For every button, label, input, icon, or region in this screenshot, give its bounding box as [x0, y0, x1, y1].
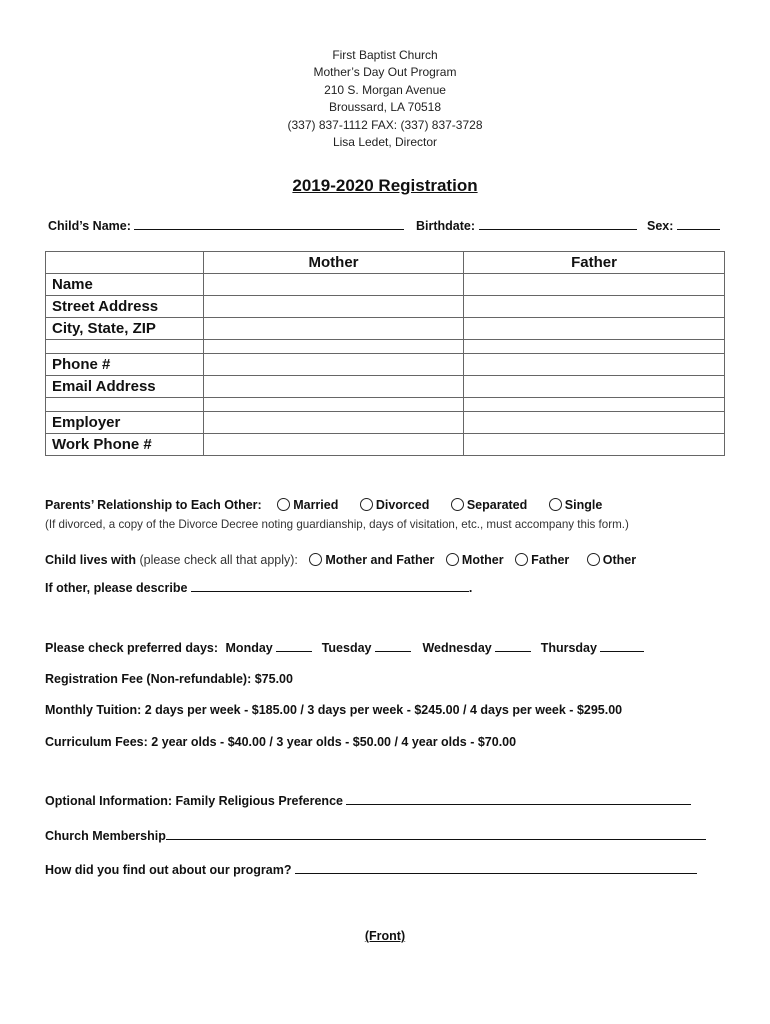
- page-side-label: (Front): [364, 929, 406, 943]
- radio-circle-icon[interactable]: [515, 553, 528, 566]
- spacer-cell: [46, 398, 204, 412]
- option-single-label: Single: [564, 498, 603, 512]
- lives-with-label: Child lives with: [45, 553, 136, 567]
- day-thursday-label: Thursday: [540, 641, 597, 655]
- church-membership-field[interactable]: [166, 828, 706, 840]
- spacer-cell: [204, 340, 464, 354]
- option-married[interactable]: [277, 498, 338, 512]
- program-name: Mother’s Day Out Program: [313, 65, 457, 80]
- mother-column-header: Mother: [204, 252, 464, 274]
- parent-info-table: [45, 251, 725, 456]
- sex-row: [647, 218, 720, 233]
- find-out-field[interactable]: [295, 862, 697, 874]
- option-father-label: Father: [531, 553, 570, 567]
- option-separated-label: Separated: [466, 498, 528, 512]
- spacer-cell: [46, 340, 204, 354]
- director-name: Lisa Ledet, Director: [332, 135, 438, 150]
- spacer-cell: [204, 398, 464, 412]
- spacer-cell: [464, 340, 725, 354]
- mother-city-cell[interactable]: [204, 318, 464, 340]
- religious-preference-row: [45, 793, 691, 808]
- church-name: First Baptist Church: [332, 48, 438, 62]
- preferred-days-label: Please check preferred days:: [45, 641, 219, 655]
- radio-circle-icon[interactable]: [277, 498, 290, 511]
- religious-preference-field[interactable]: [346, 793, 691, 805]
- preferred-days-row: [45, 640, 644, 655]
- birthdate-row: [416, 218, 637, 233]
- child-name-field[interactable]: [134, 218, 404, 230]
- row-label-name: Name: [46, 274, 204, 296]
- row-label-employer: Employer: [46, 412, 204, 434]
- other-describe-row: [45, 580, 472, 595]
- radio-circle-icon[interactable]: [446, 553, 459, 566]
- radio-circle-icon[interactable]: [587, 553, 600, 566]
- option-other[interactable]: [587, 553, 636, 567]
- father-street-cell[interactable]: [464, 296, 725, 318]
- radio-circle-icon[interactable]: [451, 498, 464, 511]
- sex-label: Sex:: [647, 219, 674, 233]
- option-single[interactable]: [549, 498, 603, 512]
- find-out-label: How did you find out about our program?: [45, 863, 292, 877]
- father-work-phone-cell[interactable]: [464, 434, 725, 456]
- phone-fax: (337) 837-1112 FAX: (337) 837-3728: [287, 117, 483, 132]
- other-describe-label: If other, please describe: [45, 581, 188, 595]
- row-label-work-phone: Work Phone #: [46, 434, 204, 456]
- row-label-phone: Phone #: [46, 354, 204, 376]
- mother-street-cell[interactable]: [204, 296, 464, 318]
- mother-phone-cell[interactable]: [204, 354, 464, 376]
- registration-fee: Registration Fee (Non-refundable): $75.00: [45, 672, 293, 686]
- day-tuesday-label: Tuesday: [321, 641, 372, 655]
- mother-email-cell[interactable]: [204, 376, 464, 398]
- lives-with-row: [45, 553, 654, 567]
- option-mother-label: Mother: [461, 553, 504, 567]
- child-name-row: [48, 218, 404, 233]
- find-out-row: [45, 862, 697, 877]
- option-father[interactable]: [515, 553, 569, 567]
- father-name-cell[interactable]: [464, 274, 725, 296]
- table-corner-cell: [46, 252, 204, 274]
- option-mother-and-father-label: Mother and Father: [325, 553, 435, 567]
- other-describe-period: .: [468, 581, 473, 595]
- option-divorced-label: Divorced: [375, 498, 430, 512]
- church-membership-label: Church Membership: [45, 829, 166, 843]
- city-state-zip: Broussard, LA 70518: [328, 100, 442, 115]
- sex-field[interactable]: [677, 218, 720, 230]
- child-name-label: Child’s Name:: [48, 219, 131, 233]
- spacer-cell: [464, 398, 725, 412]
- street-address: 210 S. Morgan Avenue: [324, 82, 446, 97]
- father-phone-cell[interactable]: [464, 354, 725, 376]
- radio-circle-icon[interactable]: [360, 498, 373, 511]
- religious-preference-label: Optional Information: Family Religious Preference: [45, 794, 343, 808]
- day-tuesday-field[interactable]: [375, 640, 411, 652]
- day-wednesday-label: Wednesday: [422, 641, 492, 655]
- radio-circle-icon[interactable]: [309, 553, 322, 566]
- church-header: [0, 47, 770, 151]
- other-describe-field[interactable]: [191, 580, 469, 592]
- option-mother[interactable]: [446, 553, 504, 567]
- monthly-tuition: Monthly Tuition: 2 days per week - $185.00 / 3 days per week - $245.00 / 4 days per week - $295.00: [45, 703, 623, 717]
- birthdate-field[interactable]: [479, 218, 637, 230]
- day-thursday-field[interactable]: [600, 640, 644, 652]
- option-separated[interactable]: [451, 498, 527, 512]
- father-column-header: Father: [464, 252, 725, 274]
- option-mother-and-father[interactable]: [309, 553, 434, 567]
- day-wednesday-field[interactable]: [495, 640, 531, 652]
- father-employer-cell[interactable]: [464, 412, 725, 434]
- option-married-label: Married: [293, 498, 339, 512]
- curriculum-fees: Curriculum Fees: 2 year olds - $40.00 / 3 year olds - $50.00 / 4 year olds - $70.00: [45, 735, 517, 749]
- day-monday-label: Monday: [225, 641, 273, 655]
- row-label-email: Email Address: [46, 376, 204, 398]
- relationship-label: Parents’ Relationship to Each Other:: [45, 498, 262, 512]
- row-label-street: Street Address: [46, 296, 204, 318]
- mother-name-cell[interactable]: [204, 274, 464, 296]
- mother-work-phone-cell[interactable]: [204, 434, 464, 456]
- day-monday-field[interactable]: [276, 640, 312, 652]
- mother-employer-cell[interactable]: [204, 412, 464, 434]
- relationship-row: [45, 498, 620, 512]
- father-email-cell[interactable]: [464, 376, 725, 398]
- lives-with-sub: (please check all that apply):: [139, 553, 298, 567]
- divorce-note: (If divorced, a copy of the Divorce Decree noting guardianship, days of visitation, etc., must accompany this form.): [45, 518, 629, 531]
- row-label-city: City, State, ZIP: [46, 318, 204, 340]
- option-divorced[interactable]: [360, 498, 430, 512]
- father-city-cell[interactable]: [464, 318, 725, 340]
- church-membership-row: [45, 828, 706, 843]
- radio-circle-icon[interactable]: [549, 498, 562, 511]
- option-other-label: Other: [602, 553, 637, 567]
- birthdate-label: Birthdate:: [416, 219, 476, 233]
- page-title: 2019-2020 Registration: [292, 176, 478, 195]
